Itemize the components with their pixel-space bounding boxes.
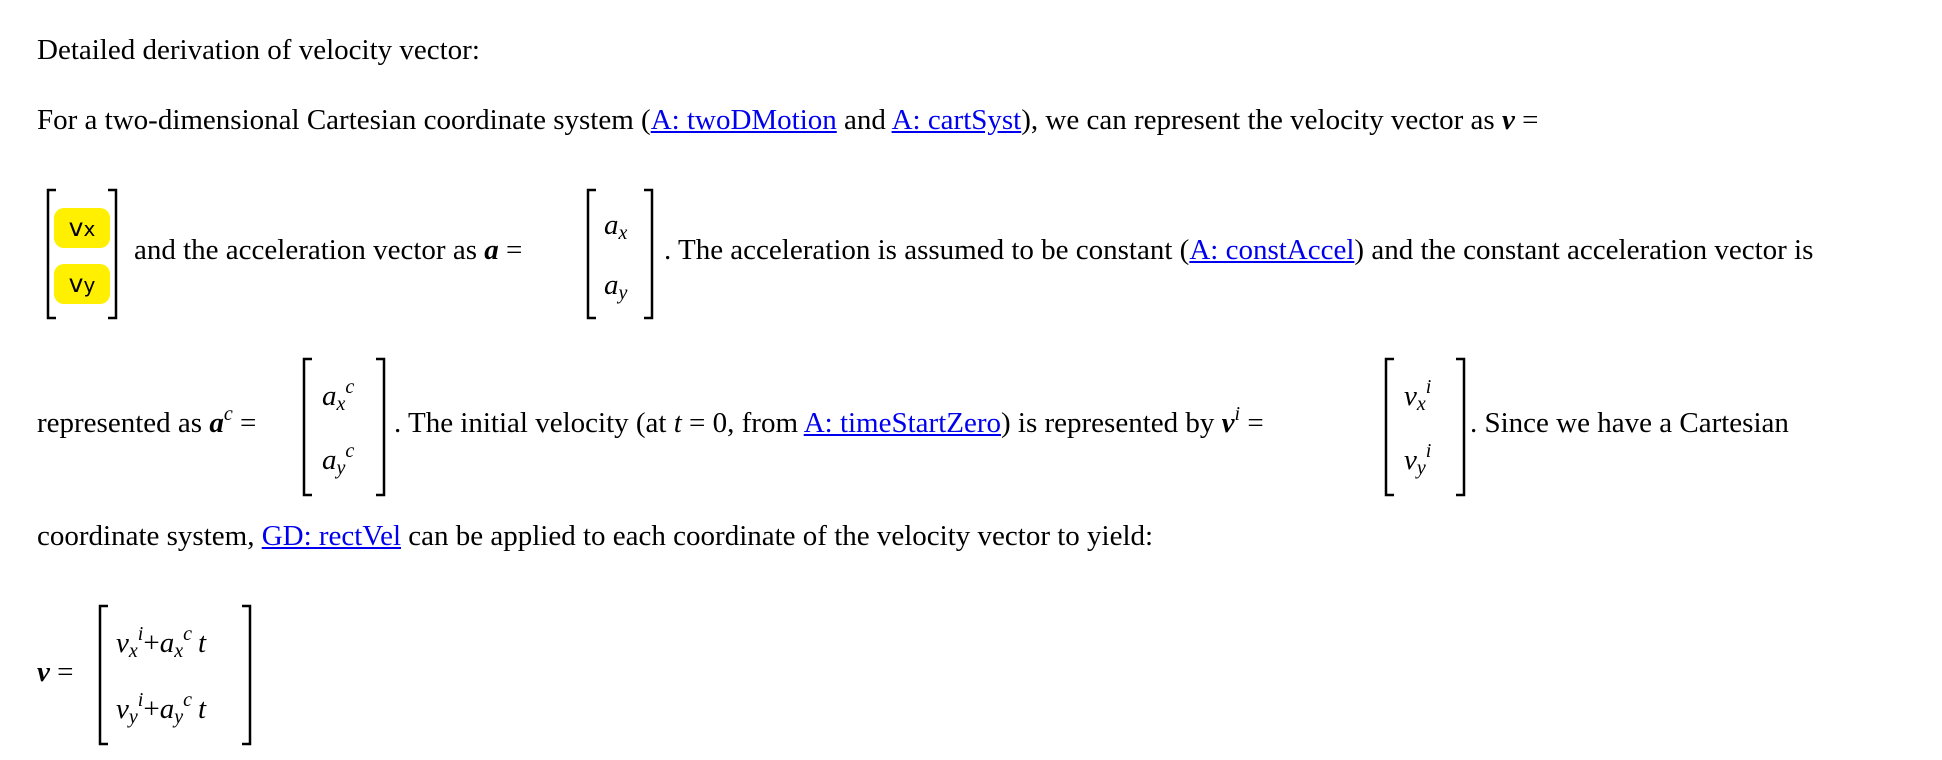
text: and (836, 104, 892, 136)
paragraph-line-3b: . The initial velocity (at t = 0, from A: timeStartZero) is represented by $v^i$ = (394, 403, 1264, 439)
equals: = (49, 656, 74, 688)
matrix-cell-ayc: $a_y^c$ (322, 440, 355, 479)
paragraph-line-3a: represented as $a^c$ = (37, 403, 257, 439)
equals: = (1240, 407, 1264, 439)
velocity-symbol: v (1221, 407, 1235, 439)
matrix-row-2: $v_y^i+a_y^c$ t (116, 689, 207, 728)
matrix-row-1: $v_x^i+a_x^c$ t (116, 623, 207, 662)
time-variable: t (673, 407, 682, 439)
text: represented as (37, 407, 210, 439)
text: . The initial velocity (at (394, 407, 674, 439)
acceleration-matrix (584, 188, 656, 320)
result-velocity-matrix (96, 604, 254, 746)
text: . The acceleration is assumed to be constant ( (664, 234, 1190, 266)
result-equation-lhs (37, 654, 73, 690)
link-cartSyst[interactable]: A: cartSyst (891, 104, 1022, 136)
initial-velocity-matrix (1382, 357, 1468, 497)
matrix-cell-vx: vx (54, 208, 110, 248)
text: ) is represented by (1001, 407, 1222, 439)
acceleration-symbol: a (484, 234, 499, 266)
paragraph-line-4 (37, 518, 1153, 554)
matrix-cell-axc: $a_x^c$ (322, 376, 355, 415)
heading: Detailed derivation of velocity vector: (37, 34, 480, 66)
matrix-cell-vxi: $v_x^i$ (1404, 376, 1432, 415)
link-rectVel[interactable]: GD: rectVel (261, 520, 402, 552)
text: and the acceleration vector as (134, 234, 485, 266)
matrix-cell-ax: $a_x$ (604, 209, 628, 244)
paragraph-line-2a (134, 232, 522, 268)
link-timeStartZero[interactable]: A: timeStartZero (803, 407, 1001, 439)
matrix-cell-vy: vy (54, 264, 110, 304)
acceleration-symbol: a (209, 407, 224, 439)
paragraph-line-3c: . Since we have a Cartesian (1470, 407, 1789, 439)
equals: = (1514, 104, 1539, 136)
matrix-cell-ay: $a_y$ (604, 269, 628, 304)
velocity-symbol: v (1501, 104, 1515, 136)
text: coordinate system, (37, 520, 262, 552)
text: ) and the constant acceleration vector is (1354, 234, 1814, 266)
paragraph-line-1 (37, 102, 1538, 138)
velocity-symbol: v (37, 656, 50, 688)
velocity-matrix (44, 188, 120, 320)
equals: = (498, 234, 523, 266)
link-constAccel[interactable]: A: constAccel (1189, 234, 1355, 266)
paragraph-line-2b (664, 232, 1813, 268)
matrix-cell-vyi: $v_y^i$ (1404, 440, 1432, 479)
link-twoDMotion[interactable]: A: twoDMotion (650, 104, 837, 136)
equals: = (232, 407, 257, 439)
text: For a two-dimensional Cartesian coordinate system ( (37, 104, 651, 136)
text: ), we can represent the velocity vector as (1021, 104, 1502, 136)
text: can be applied to each coordinate of the velocity vector to yield: (401, 520, 1154, 552)
text: = 0, from (681, 407, 804, 439)
constant-acceleration-matrix (300, 357, 388, 497)
